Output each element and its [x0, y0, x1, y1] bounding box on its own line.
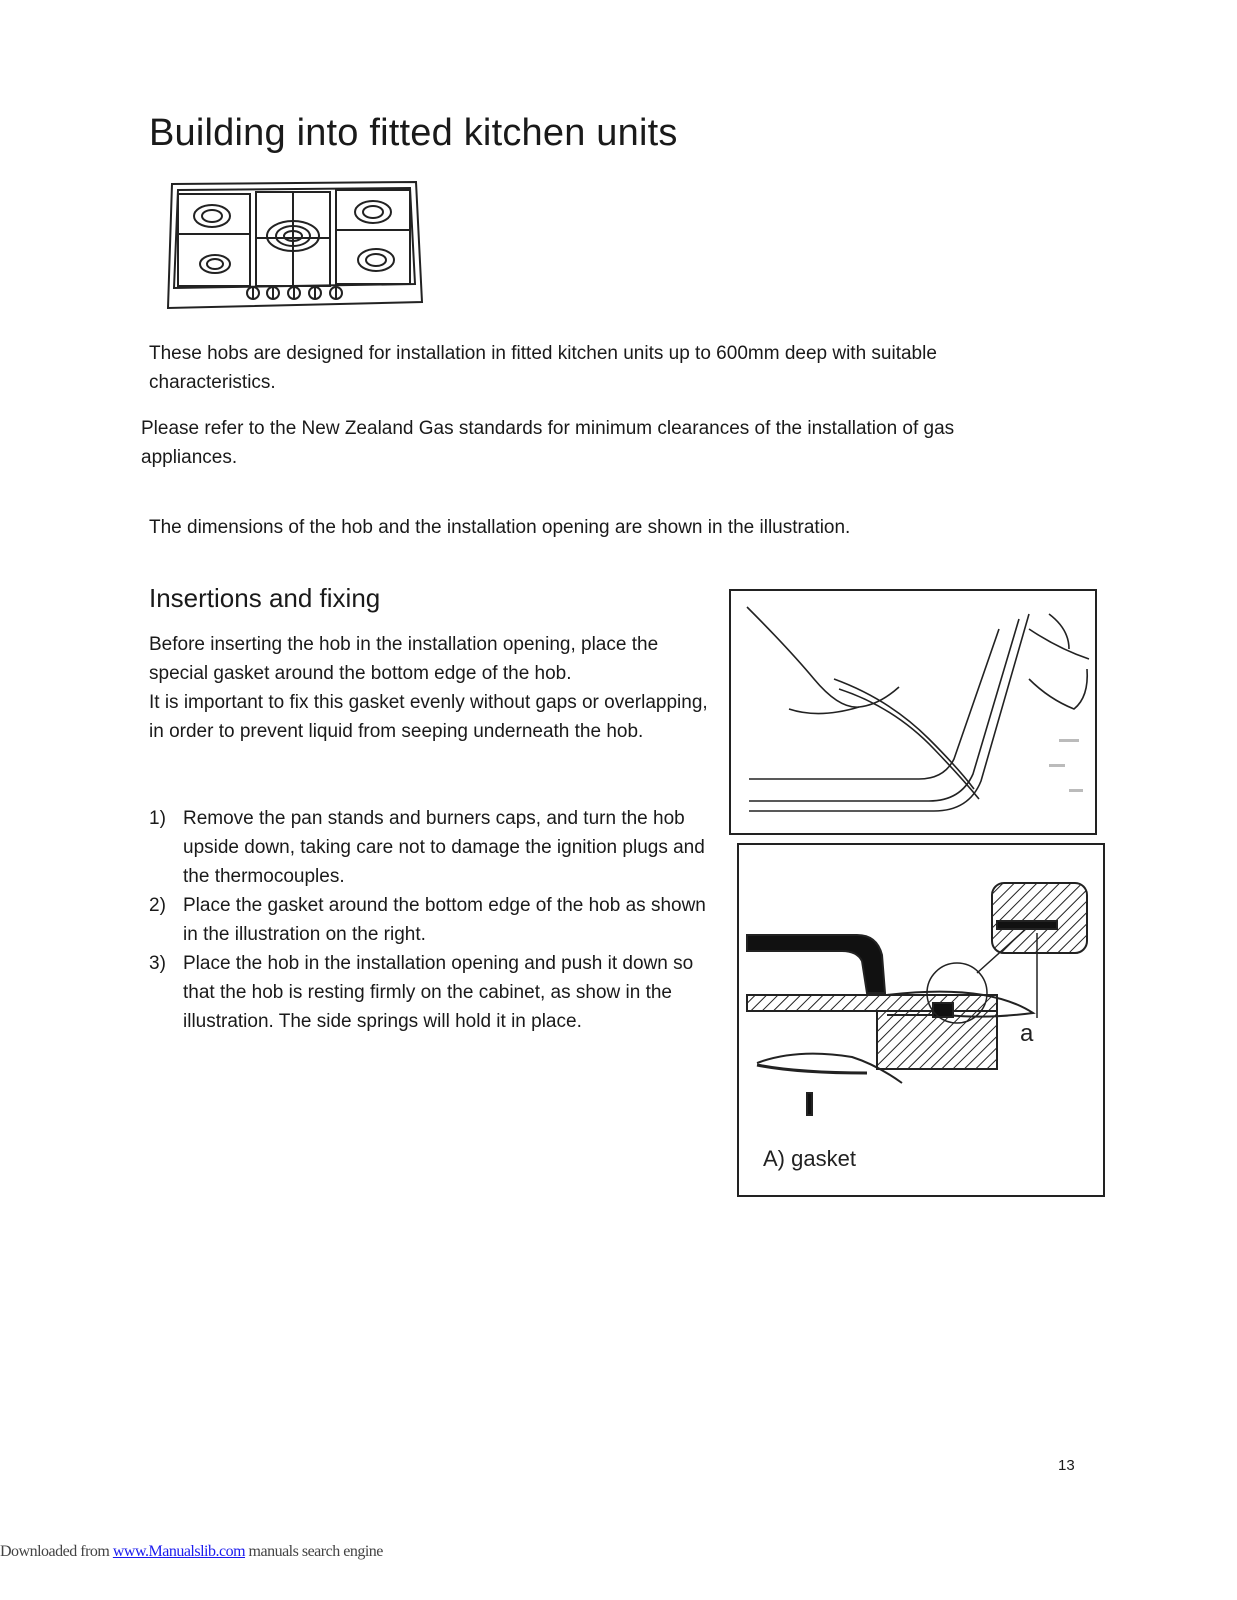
- step-text: Place the gasket around the bottom edge of the hob as shown in the illustration on the right.: [183, 895, 706, 945]
- manualslib-link[interactable]: www.Manualslib.com: [112, 1543, 246, 1560]
- step-number: 3): [149, 953, 166, 974]
- section-heading: Insertions and fixing: [149, 583, 381, 613]
- steps-list: [149, 804, 719, 1036]
- cross-section-illustration: [737, 843, 1107, 1199]
- list-item: [149, 891, 719, 949]
- step-text: Place the hob in the installation opening and push it down so that the hob is resting firmly on the cabinet, as show in the illustration. The side springs will hold it in place.: [183, 953, 694, 1032]
- list-item: [149, 949, 719, 1036]
- download-footer: [0, 1543, 383, 1561]
- footer-suffix: manuals search engine: [245, 1543, 383, 1560]
- step-text: Remove the pan stands and burners caps, and turn the hob upside down, taking care not to damage the ignition plugs and the thermocouples.: [183, 808, 705, 887]
- standards-paragraph: Please refer to the New Zealand Gas standards for minimum clearances of the installation of gas appliances.: [141, 418, 955, 468]
- dimensions-paragraph: The dimensions of the hob and the installation opening are shown in the illustration.: [149, 517, 851, 538]
- gasket-label: A) gasket: [763, 1146, 856, 1171]
- gasket-instructions: [149, 630, 719, 746]
- important-text: It is important to fix this gasket evenly without gaps or overlapping, in order to prevent liquid from seeping underneath the hob.: [149, 692, 708, 742]
- before-text: Before inserting the hob in the installation opening, place the special gasket around the bottom edge of the hob.: [149, 634, 659, 684]
- footer-prefix: Downloaded from: [0, 1543, 113, 1560]
- gasket-fitting-illustration: [729, 589, 1097, 835]
- step-number: 1): [149, 808, 166, 829]
- detail-label: a: [1020, 1020, 1034, 1047]
- hob-illustration: [160, 178, 425, 318]
- list-item: [149, 804, 719, 891]
- page-title: Building into fitted kitchen units: [149, 112, 678, 154]
- intro-paragraph: These hobs are designed for installation in fitted kitchen units up to 600mm deep with suitable characteristics.: [149, 343, 937, 393]
- step-number: 2): [149, 895, 166, 916]
- page-number: 13: [1058, 1457, 1075, 1474]
